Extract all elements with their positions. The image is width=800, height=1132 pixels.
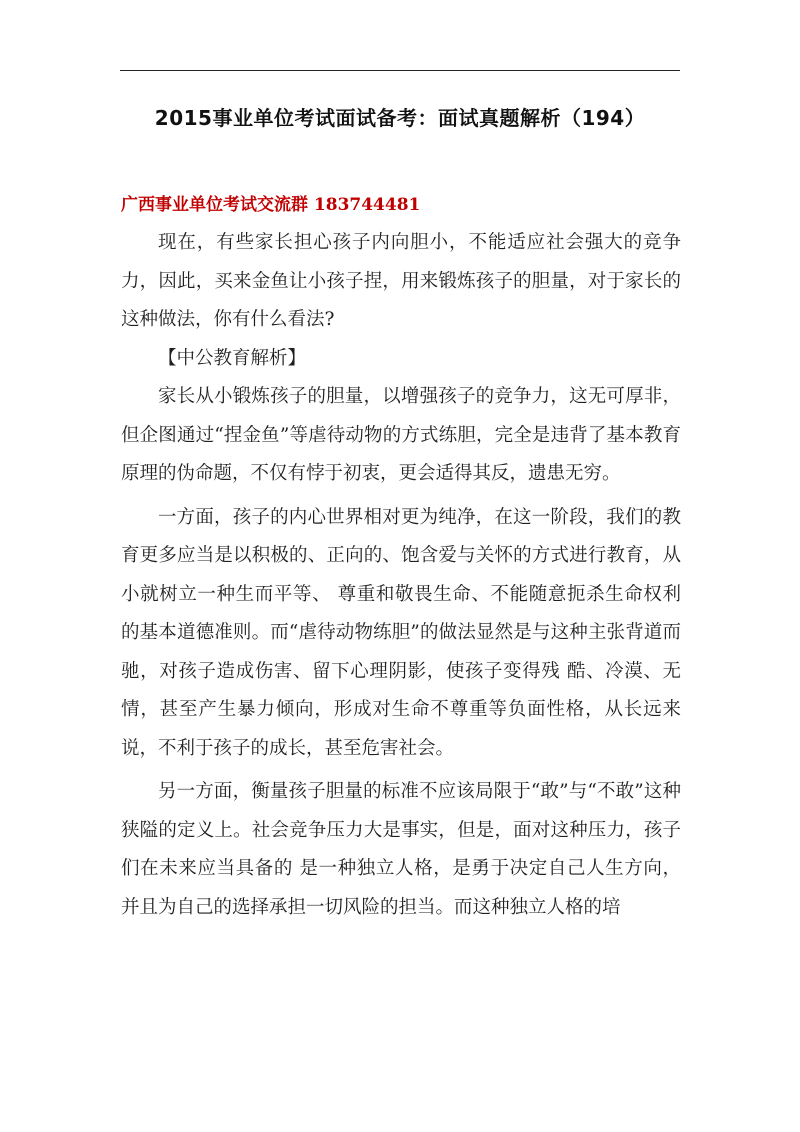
analysis-paragraph-second-aspect: 另一方面，衡量孩子胆量的标准不应该局限于“敢”与“不敢”这种狭隘的定义上。社会竞争压力大是事实，但是，面对这种压力，孩子们在未来应当具备的 是一种独立人格，是勇于决定自己人生方向，并且为自己的选择承担一切风险的担当。而这种独立人格的培 xyxy=(121,781,681,918)
analysis-paragraph-first-aspect: 一方面，孩子的内心世界相对更为纯净，在这一阶段，我们的教育更多应当是以积极的、正向的、饱含爱与关怀的方式进行教育，从小就树立一种生而平等、 尊重和敬畏生命、不能随意扼杀生命权利的基本道德准则。而“虐待动物练胆”的做法显然是与这种主张背道而驰，对孩子造成伤害、留下心理阴影，使孩子变得残 酷、冷漠、无情，甚至产生暴力倾向，形成对生命不尊重等负面性格，从长远来说，不利于孩子的成长，甚至危害社会。 xyxy=(121,506,681,759)
question-paragraph: 现在，有些家长担心孩子内向胆小，不能适应社会强大的竞争力，因此，买来金鱼让小孩子捏，用来锻炼孩子的胆量，对于家长的这种做法，你有什么看法? xyxy=(121,232,681,330)
analysis-paragraph-intro: 家长从小锻炼孩子的胆量，以增强孩子的竞争力，这无可厚非，但企图通过“捏金鱼”等虐待动物的方式练胆，完全是违背了基本教育原理的伪命题，不仅有悖于初衷，更会适得其反，遗患无穷。 xyxy=(121,386,681,484)
document-body xyxy=(121,224,681,927)
document-title: 2015事业单位考试面试备考：面试真题解析（194） xyxy=(154,106,646,130)
group-contact-line: 广西事业单位考试交流群 183744481 xyxy=(121,195,421,215)
header-rule xyxy=(120,70,680,71)
analysis-heading: 【中公教育解析】 xyxy=(158,347,307,369)
